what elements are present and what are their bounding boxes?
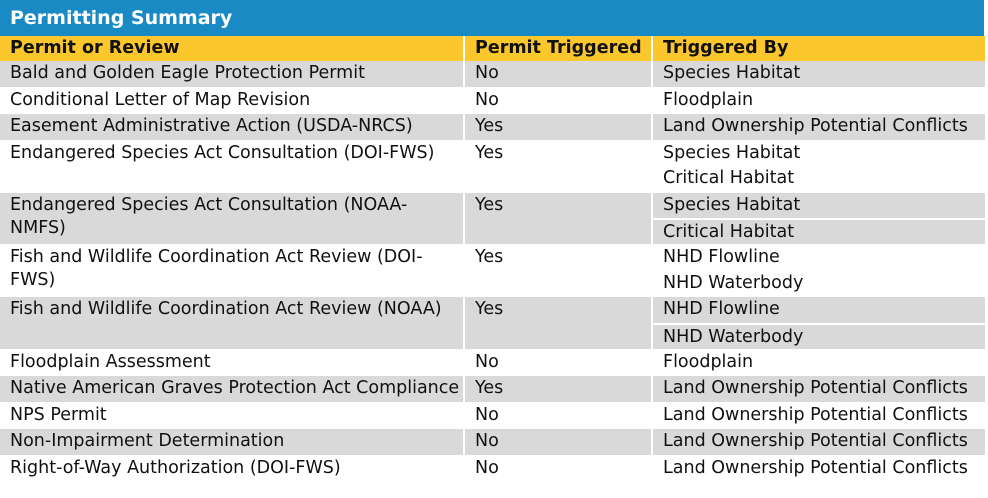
table-row: [0, 140, 986, 192]
table-row: [0, 87, 986, 114]
permit-name: Fish and Wildlife Coordination Act Review (DOI-FWS): [0, 245, 464, 297]
trigger-item: Land Ownership Potential Conflicts: [663, 116, 968, 136]
permit-name: Right-of-Way Authorization (DOI-FWS): [0, 455, 464, 482]
permit-triggered: No: [464, 87, 652, 114]
triggered-by: [652, 245, 986, 297]
permit-name: Endangered Species Act Consultation (NOAA-NMFS): [0, 192, 464, 245]
trigger-item: Floodplain: [663, 351, 754, 372]
permit-triggered: Yes: [464, 376, 652, 403]
table-row: [0, 429, 986, 456]
triggered-by: [652, 455, 986, 482]
triggered-by: [652, 349, 986, 376]
permit-triggered: No: [464, 349, 652, 376]
table-row: [0, 402, 986, 429]
permit-triggered: No: [464, 429, 652, 456]
table-header-row: [0, 36, 986, 61]
permit-triggered: Yes: [464, 114, 652, 141]
trigger-item: Species Habitat: [663, 63, 801, 83]
table-row: [0, 245, 986, 297]
triggered-by: [652, 87, 986, 114]
panel-title: Permitting Summary: [0, 0, 986, 36]
triggered-by: [652, 429, 986, 456]
trigger-item: Critical Habitat: [663, 168, 795, 188]
trigger-item: NHD Waterbody: [653, 323, 985, 349]
triggered-by: [652, 192, 986, 245]
permit-name: Non-Impairment Determination: [0, 429, 464, 456]
permit-name: Easement Administrative Action (USDA-NRCS): [0, 114, 464, 141]
table-row: [0, 61, 986, 87]
trigger-item: NHD Flowline: [663, 247, 780, 267]
permit-name: Fish and Wildlife Coordination Act Review (NOAA): [0, 297, 464, 350]
permit-triggered: Yes: [464, 245, 652, 297]
triggered-by: [652, 61, 986, 87]
permit-triggered: Yes: [464, 140, 652, 192]
permit-name: Endangered Species Act Consultation (DOI-FWS): [0, 140, 464, 192]
permitting-table: [0, 36, 987, 482]
permit-name: Floodplain Assessment: [0, 349, 464, 376]
triggered-by: [652, 297, 986, 350]
triggered-by: [652, 402, 986, 429]
trigger-item: Land Ownership Potential Conflicts: [663, 404, 968, 425]
permit-triggered: No: [464, 61, 652, 87]
trigger-item: Species Habitat: [663, 142, 801, 163]
permit-name: Native American Graves Protection Act Compliance: [0, 376, 464, 403]
triggered-by: [652, 140, 986, 192]
triggered-by: [652, 114, 986, 141]
header-triggered-by: Triggered By: [652, 36, 986, 61]
table-row: [0, 297, 986, 350]
permit-triggered: Yes: [464, 297, 652, 350]
permit-triggered: Yes: [464, 192, 652, 245]
table-row: [0, 376, 986, 403]
trigger-item: Land Ownership Potential Conflicts: [663, 378, 968, 398]
table-row: [0, 349, 986, 376]
permit-name: NPS Permit: [0, 402, 464, 429]
permit-triggered: No: [464, 455, 652, 482]
trigger-item: NHD Flowline: [663, 299, 780, 319]
trigger-item: Land Ownership Potential Conflicts: [663, 431, 968, 451]
permit-name: Conditional Letter of Map Revision: [0, 87, 464, 114]
trigger-item: Floodplain: [663, 89, 754, 110]
trigger-item: Species Habitat: [663, 194, 801, 215]
header-permit-or-review: Permit or Review: [0, 36, 464, 61]
trigger-item: Land Ownership Potential Conflicts: [663, 457, 968, 478]
trigger-item: Critical Habitat: [653, 218, 985, 244]
triggered-by: [652, 376, 986, 403]
header-permit-triggered: Permit Triggered: [464, 36, 652, 61]
table-row: [0, 455, 986, 482]
permit-triggered: No: [464, 402, 652, 429]
table-row: [0, 114, 986, 141]
table-row: [0, 192, 986, 245]
trigger-item: NHD Waterbody: [663, 272, 804, 293]
permit-name: Bald and Golden Eagle Protection Permit: [0, 61, 464, 87]
